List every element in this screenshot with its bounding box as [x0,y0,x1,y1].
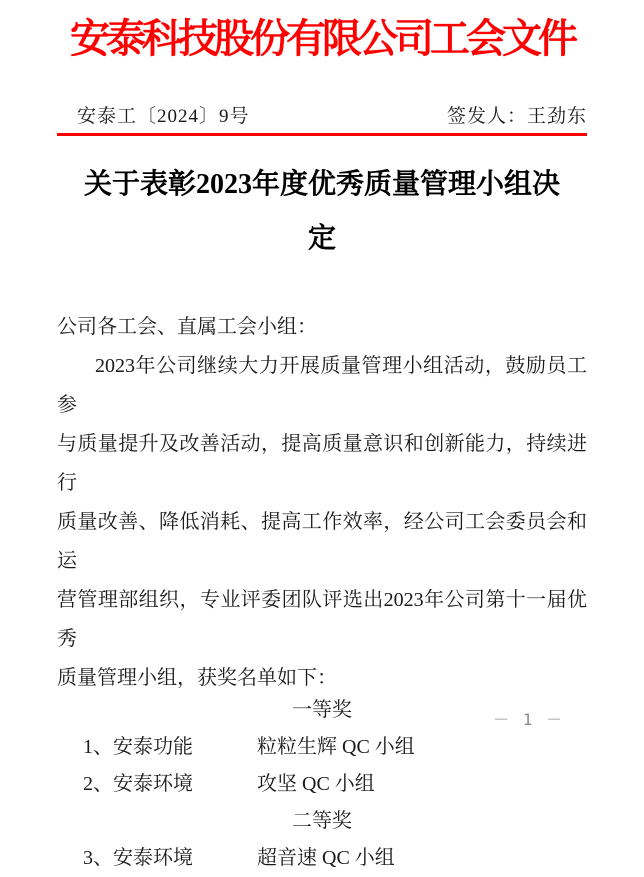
award-group-name: 超音速 QC 小组 [257,847,395,869]
paragraph-line: 质量改善、降低消耗、提高工作效率，经公司工会委员会和运 [57,511,587,572]
award-heading: 一等奖 [292,699,352,721]
main-paragraph [57,347,587,698]
issuer-line: 签发人：王劲东 [446,106,587,127]
document-title [57,158,587,266]
award-index-dept: 1、安泰功能 [83,736,193,758]
red-divider-line [57,133,587,136]
award-row [57,840,587,877]
masthead-title: 安泰科技股份有限公司工会文件 [70,16,574,61]
document-title-line: 关于表彰2023年度优秀质量管理小组决 [83,169,560,200]
paragraph-line: 与质量提升及改善活动，提高质量意识和创新能力，持续进行 [57,433,587,494]
paragraph-line: 营管理部组织，专业评委团队评选出2023年公司第十一届优秀 [57,589,587,650]
document-body [57,308,587,877]
award-group-name: 粒粒生辉 QC 小组 [257,736,415,758]
document-content [57,16,587,877]
award-group-name: 攻坚 QC 小组 [257,773,375,795]
award-index-dept: 3、安泰环境 [83,847,193,869]
page-number: － 1 － [493,710,564,729]
header-row [57,106,587,128]
award-heading: 二等奖 [292,810,352,832]
document-title-line: 定 [307,223,336,254]
paragraph-line: 2023年公司继续大力开展质量管理小组活动，鼓励员工参 [57,355,587,416]
doc-number: 安泰工〔2024〕9号 [77,106,250,127]
award-row [57,729,587,766]
paragraph-line: 质量管理小组，获奖名单如下： [57,667,337,689]
salutation: 公司各工会、直属工会小组： [57,316,317,338]
award-index-dept: 2、安泰环境 [83,773,193,795]
award-row [57,766,587,803]
